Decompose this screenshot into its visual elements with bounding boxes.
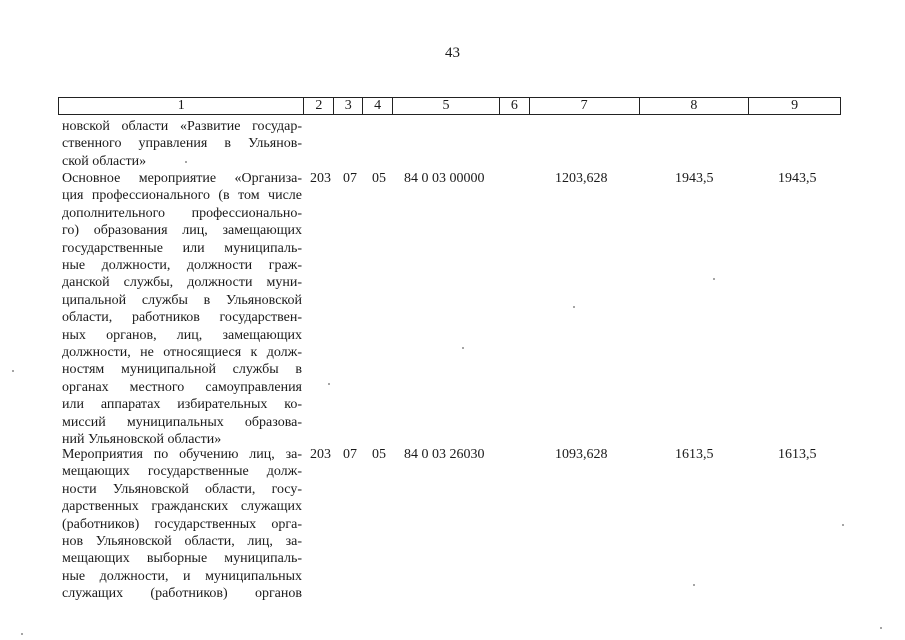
row-2-line: дарственных гражданских служащих [62, 499, 302, 515]
row-2-col-5: 84 0 03 26030 [404, 447, 485, 462]
row-0-line: ственного управления в Ульянов- [62, 136, 302, 152]
row-2-description [62, 446, 302, 603]
page-number: 43 [445, 45, 460, 61]
row-1-line: ностям муниципальной службы в [62, 362, 302, 378]
row-2-line: (работников) государственных орга- [62, 516, 302, 532]
row-2-line: Мероприятия по обучению лиц, за- [62, 447, 302, 462]
row-1-line: ных органов, лиц, замещающих [62, 327, 302, 343]
row-1-col-9: 1943,5 [778, 171, 817, 186]
row-1-line: области, работников государствен- [62, 310, 302, 326]
row-1-line: миссий муниципальных образова- [62, 414, 302, 430]
row-0-line: новской области «Развитие государ- [62, 119, 302, 134]
scan-speck [462, 347, 464, 349]
row-2-col-4: 05 [372, 447, 386, 462]
row-1-line: государственные или муниципаль- [62, 240, 302, 256]
row-1-col-3: 07 [343, 171, 357, 186]
row-1-line: ные должности, должности граж- [62, 258, 302, 274]
row-1-line: ний Ульяновской области» [62, 432, 222, 448]
row-1-line: должности, не относящиеся к долж- [62, 345, 302, 361]
row-2-line: служащих (работников) органов [62, 586, 302, 602]
row-2-col-7: 1093,628 [555, 447, 608, 462]
row-2-col-9: 1613,5 [778, 447, 817, 462]
column-header-7: 7 [530, 98, 640, 114]
row-1-line: данской службы, должности муни- [62, 275, 302, 291]
column-header-2: 2 [304, 98, 334, 114]
row-1-line: дополнительного профессионально- [62, 205, 302, 221]
scan-speck [185, 161, 187, 163]
row-1-line: го) образования лиц, замещающих [62, 223, 302, 239]
row-1-col-8: 1943,5 [675, 171, 714, 186]
scan-speck [573, 306, 575, 308]
row-1-col-5: 84 0 03 00000 [404, 171, 485, 186]
scan-speck [713, 278, 715, 280]
row-1-col-2: 203 [310, 171, 331, 186]
column-header-3: 3 [334, 98, 363, 114]
column-header-6: 6 [500, 98, 530, 114]
scan-speck [328, 383, 330, 385]
scan-speck [880, 627, 882, 629]
row-2-col-3: 07 [343, 447, 357, 462]
scan-speck [21, 633, 23, 635]
column-header-4: 4 [363, 98, 393, 114]
column-header-5: 5 [393, 98, 500, 114]
row-2-line: нов Ульяновской области, лиц, за- [62, 534, 302, 550]
row-2-line: ные должности, и муниципальных [62, 568, 302, 584]
row-1-line: ция профессионального (в том числе [62, 188, 302, 204]
row-0-line: ской области» [62, 153, 147, 169]
column-header-9: 9 [791, 98, 799, 113]
row-1-line: или аппаратах избирательных ко- [62, 397, 302, 413]
row-1-description [62, 170, 302, 449]
scan-speck [12, 370, 14, 372]
table-header-row [58, 97, 841, 115]
row-2-col-8: 1613,5 [675, 447, 714, 462]
column-header-8: 8 [640, 98, 750, 114]
column-header-1: 1 [59, 98, 304, 114]
row-2-line: мещающих государственные долж- [62, 464, 302, 480]
row-1-line: органах местного самоуправления [62, 379, 302, 395]
row-2-line: ности Ульяновской области, госу- [62, 481, 302, 497]
scan-speck [842, 524, 844, 526]
row-0-description [62, 118, 302, 170]
scan-speck [693, 584, 695, 586]
row-1-col-7: 1203,628 [555, 171, 608, 186]
row-1-line: Основное мероприятие «Организа- [62, 171, 302, 186]
row-2-line: мещающих выборные муниципаль- [62, 551, 302, 567]
row-2-col-2: 203 [310, 447, 331, 462]
row-1-line: ципальной службы в Ульяновской [62, 292, 302, 308]
row-1-col-4: 05 [372, 171, 386, 186]
